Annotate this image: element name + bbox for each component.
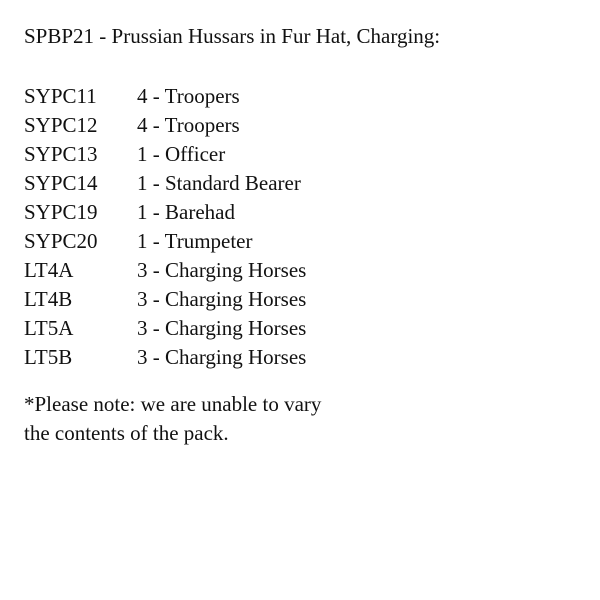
note-line: the contents of the pack.	[24, 421, 229, 445]
list-item	[24, 285, 584, 314]
pack-title: SPBP21 - Prussian Hussars in Fur Hat, Charging:	[24, 24, 441, 48]
item-code: SYPC12	[24, 113, 98, 137]
item-description: 4 - Troopers	[137, 84, 240, 108]
list-item	[24, 169, 584, 198]
list-item	[24, 343, 584, 372]
list-item	[24, 82, 584, 111]
item-description: 3 - Charging Horses	[137, 316, 307, 340]
item-description: 1 - Barehad	[137, 200, 235, 224]
list-item	[24, 314, 584, 343]
contents-list	[24, 82, 584, 372]
item-code: SYPC19	[24, 200, 98, 224]
item-code: LT5A	[24, 316, 74, 340]
item-description: 4 - Troopers	[137, 113, 240, 137]
list-item	[24, 111, 584, 140]
item-code: SYPC13	[24, 142, 98, 166]
item-code: SYPC14	[24, 171, 98, 195]
item-description: 1 - Standard Bearer	[137, 171, 301, 195]
item-code: SYPC11	[24, 84, 97, 108]
list-item	[24, 198, 584, 227]
item-description: 1 - Officer	[137, 142, 226, 166]
note-line: *Please note: we are unable to vary	[24, 392, 322, 416]
item-code: LT4A	[24, 258, 74, 282]
item-description: 3 - Charging Horses	[137, 258, 307, 282]
list-item	[24, 227, 584, 256]
item-description: 3 - Charging Horses	[137, 287, 307, 311]
item-code: LT5B	[24, 345, 73, 369]
pack-note	[24, 390, 584, 448]
list-item	[24, 140, 584, 169]
item-code: LT4B	[24, 287, 73, 311]
item-description: 3 - Charging Horses	[137, 345, 307, 369]
list-item	[24, 256, 584, 285]
item-code: SYPC20	[24, 229, 98, 253]
document	[24, 22, 584, 448]
item-description: 1 - Trumpeter	[137, 229, 253, 253]
